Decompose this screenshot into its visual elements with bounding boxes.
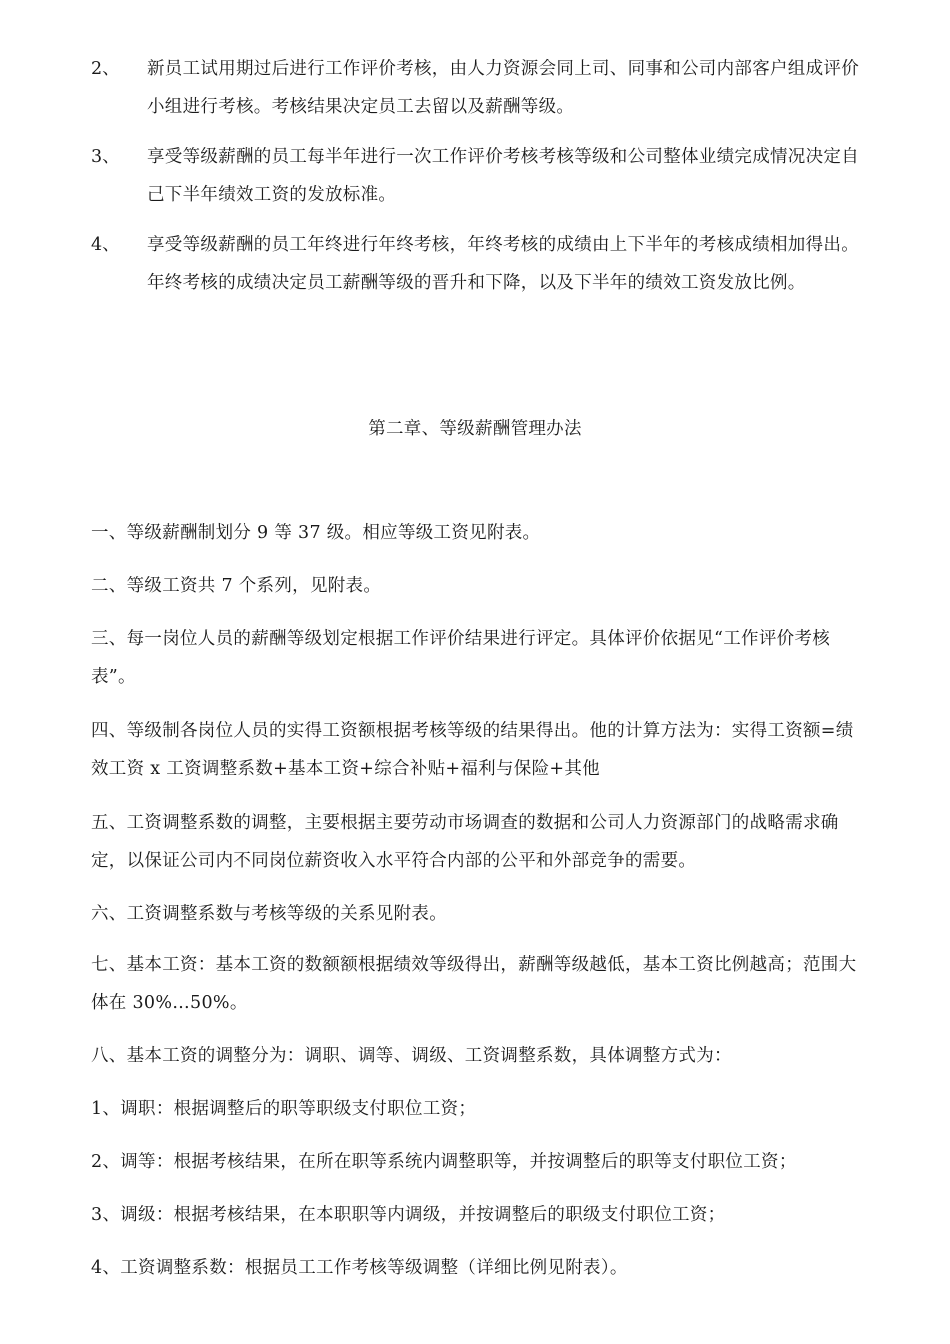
paragraph: 八、基本工资的调整分为：调职、调等、调级、工资调整系数，具体调整方式为：	[91, 1046, 732, 1066]
item-number: 3、	[91, 147, 120, 167]
list-item	[91, 138, 861, 214]
list-item	[91, 50, 861, 126]
paragraph: 五、工资调整系数的调整，主要根据主要劳动市场调查的数据和公司人力资源部门的战略需求确定，以保证公司内不同岗位薪资收入水平符合内部的公平和外部竞争的需要。	[91, 813, 839, 871]
paragraph: 三、每一岗位人员的薪酬等级划定根据工作评价结果进行评定。具体评价依据见“工作评价考核表”。	[91, 629, 831, 687]
chapter-title: 第二章、等级薪酬管理办法	[368, 419, 582, 439]
paragraph: 七、基本工资：基本工资的数额额根据绩效等级得出，薪酬等级越低，基本工资比例越高；范围大体在 30%…50%。	[91, 955, 857, 1013]
paragraph: 四、等级制各岗位人员的实得工资额根据考核等级的结果得出。他的计算方法为：实得工资额=绩效工资 x 工资调整系数+基本工资+综合补贴+福利与保险+其他	[91, 721, 854, 779]
paragraph: 1、调职：根据调整后的职等职级支付职位工资；	[91, 1099, 477, 1119]
paragraph: 六、工资调整系数与考核等级的关系见附表。	[91, 904, 447, 924]
item-number: 4、	[91, 235, 120, 255]
list-item	[91, 226, 861, 302]
paragraph: 3、调级：根据考核结果，在本职职等内调级，并按调整后的职级支付职位工资；	[91, 1205, 726, 1225]
item-text: 享受等级薪酬的员工年终进行年终考核，年终考核的成绩由上下半年的考核成绩相加得出。年终考核的成绩决定员工薪酬等级的晋升和下降，以及下半年的绩效工资发放比例。	[147, 235, 859, 293]
paragraph: 二、等级工资共 7 个系列，见附表。	[91, 576, 382, 596]
paragraph: 一、等级薪酬制划分 9 等 37 级。相应等级工资见附表。	[91, 523, 541, 543]
item-text: 新员工试用期过后进行工作评价考核，由人力资源会同上司、同事和公司内部客户组成评价小组进行考核。考核结果决定员工去留以及薪酬等级。	[147, 59, 859, 117]
paragraph: 4、工资调整系数：根据员工工作考核等级调整（详细比例见附表）。	[91, 1258, 628, 1278]
item-number: 2、	[91, 59, 120, 79]
item-text: 享受等级薪酬的员工每半年进行一次工作评价考核考核等级和公司整体业绩完成情况决定自己下半年绩效工资的发放标准。	[147, 147, 859, 205]
paragraph: 2、调等：根据考核结果，在所在职等系统内调整职等，并按调整后的职等支付职位工资；	[91, 1152, 797, 1172]
